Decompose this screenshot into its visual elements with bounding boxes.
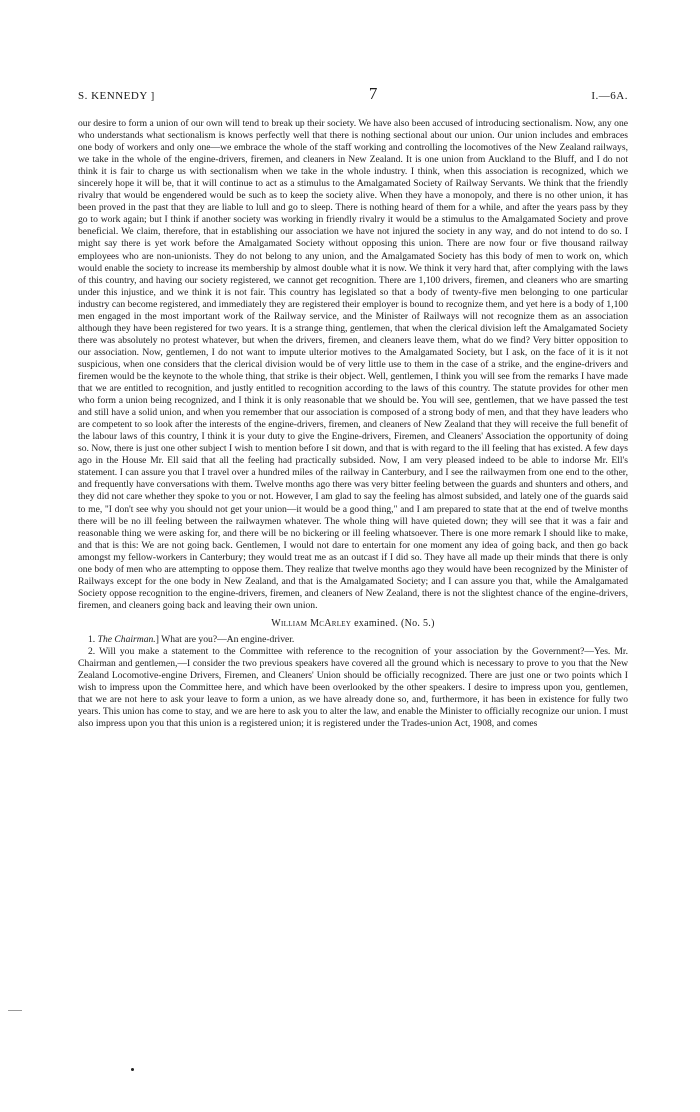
qa-item bbox=[78, 646, 628, 730]
document-reference: I.—6A. bbox=[591, 90, 628, 102]
header-speaker: S. KENNEDY ] bbox=[78, 90, 155, 102]
page-number: 7 bbox=[368, 84, 378, 103]
question-answer-list bbox=[78, 634, 628, 730]
document-page bbox=[78, 84, 628, 730]
question-number: 1. bbox=[88, 633, 96, 645]
question-text: Will you make a statement to the Committee with reference to the recognition of your association by the Government?—Yes. Mr. Chairman and gentlemen,—I consider the two previous speakers have covered all the ground which is necessary to prove to you that the New Zealand Locomotive-engine Drivers, Firemen, and Cleaners' Union should be officially recognized. There are just one or two points which I wish to impress upon the Committee here, and which have been overlooked by the other speakers. I desire to impress upon you, gentlemen, that we are not here to ask your leave to form a union, as we have already done so, and, furthermore, it has been in existence for fully two years. This union has come to stay, and we are here to ask you to alter the law, and enable the Minister to officially recognize our union. I must also impress upon you that this union is a registered union; it is registered under the Trades-union Act, 1908, and comes bbox=[78, 646, 628, 730]
margin-mark bbox=[8, 1010, 22, 1011]
ink-dot bbox=[131, 1068, 134, 1071]
document-body bbox=[78, 118, 628, 730]
main-paragraph: our desire to form a union of our own will tend to break up their society. We have also been accused of introducing sectionalism. Now, any one who understands what sectionalism is knows perfectly well that there is nothing sectional about our union. Our union includes and embraces one body of workers and only one—we embrace the whole of the staff working and controlling the locomotives of the New Zealand railways, we take in the whole of the engine-drivers, firemen, and cleaners in New Zealand. It is one union from Auckland to the Bluff, and I do not think it is fair to charge us with sectionalism when we take in the whole industry. I think, when this association is recognized, which we sincerely hope it will be, that it will continue to act as a stimulus to the Amalgamated Society of Railway Servants. We think that the friendly rivalry that would be engendered would be such as to keep the society alive. When they have a monopoly, and there is no other union, it has been proved in the past that they are liable to lull and go to sleep. There is nothing heard of them for a while, and after the years pass by they go to work again; but I think if another society was working in friendly rivalry it would be a stimulus to the Amalgamated Society and prove beneficial. We claim, therefore, that in establishing our association we have not injured the society in any way, and do not intend to do so. I might say there is yet work before the Amalgamated Society without opposing this union. There are now four or five thousand railway employees who are non-unionists. They do not belong to any union, and the Amalgamated Society has this body of men to work on, which would enable the society to increase its membership by almost double what it is now. We think it very hard that, after complying with the laws of this country, and having our society registered, we cannot get recognition. There are 1,100 drivers, firemen, and cleaners who are smarting under this injustice, and we think it is not fair. This country has legislated so that a body of twenty-five men belonging to one particular industry can become registered, and immediately they are registered their employer is bound to recognize them, and yet here is a body of 1,100 men engaged in the most important work of the Railway service, and the Minister of Railways will not recognize them as an association although they have been registered for two years. It is a strange thing, gentlemen, that when the clerical division left the Amalgamated Society there was absolutely no protest whatever, but when the drivers, firemen, and cleaners leave them, what do we find? Very bitter opposition to our association. Now, gentlemen, I do not want to impute ulterior motives to the Amalgamated Society, but I ask, on the face of it is it not suspicious, when one considers that the clerical division would be of very little use to them in the case of a strike, and the engine-drivers and firemen would be the keynote to the whole thing, that strike is their object. Well, gentlemen, I think you will see from the remarks I have made that we are entitled to recognition, and justly entitled to recognition according to the laws of this country. The statute provides for other men who form a union being recognized, and I think it is only reasonable that we should be. You will see, gentlemen, that we have passed the test and still have a solid union, and when you remember that our association is composed of a strong body of men, and that they have leaders who are competent to so look after the interests of the engine-drivers, firemen, and cleaners of New Zealand that they will receive the full benefit of the labour laws of this country, I think it is your duty to give the Engine-drivers, Firemen, and Cleaners' Association the opportunity of doing so. Now, there is just one other subject I wish to mention before I sit down, and that is with regard to the ill feeling that has existed. A few days ago in the House Mr. Ell said that all the feeling had practically subsided. Now, I am very pleased indeed to be able to indorse Mr. Ell's statement. I can assure you that I travel over a hundred miles of the railway in Canterbury, and I see the railwaymen from one end to the other, and frequently have conversations with them. Twelve months ago there was very bitter feeling between the guards and shunters and others, and they did not care whether they spoke to you or not. However, I am glad to say the feeling has almost subsided, and lately one of the guards said to me, "I don't see why you should not get your union—it would be a good thing," and I am prepared to state that at the end of twelve months there will be no ill feeling between the railwaymen whatever. The whole thing will have quieted down; they will see that it was a fair and reasonable thing we were asking for, and there will be no bickering or ill feeling whatsoever. There is one more remark I should like to make, and that is this: We are not going back. Gentlemen, I would not dare to entertain for one moment any idea of going back, and then go back amongst my fellow-workers in Canterbury; they would treat me as an outcast if I did so. They have all made up their minds that there is only one body of men who are attempting to oppose them. They realize that twelve months ago they would have been recognized by the Minister of Railways except for the one body in New Zealand, and that is the Amalgamated Society; and I can assure you that, while the Amalgamated Society oppose recognition to the engine-drivers, firemen, and cleaners of New Zealand, there is not the slightest chance of the engine-drivers, firemen, and cleaners going back and leaving their own union. bbox=[78, 118, 628, 611]
witness-suffix: examined. bbox=[354, 617, 399, 629]
witness-number: (No. 5.) bbox=[400, 617, 435, 629]
witness-name: William McArley bbox=[271, 617, 352, 629]
question-speaker: The Chairman. bbox=[97, 633, 156, 645]
qa-item bbox=[78, 634, 628, 646]
witness-heading bbox=[78, 618, 628, 630]
question-number: 2. bbox=[88, 646, 96, 658]
question-text: ] What are you?—An engine-driver. bbox=[155, 633, 295, 645]
page-header bbox=[78, 84, 628, 104]
